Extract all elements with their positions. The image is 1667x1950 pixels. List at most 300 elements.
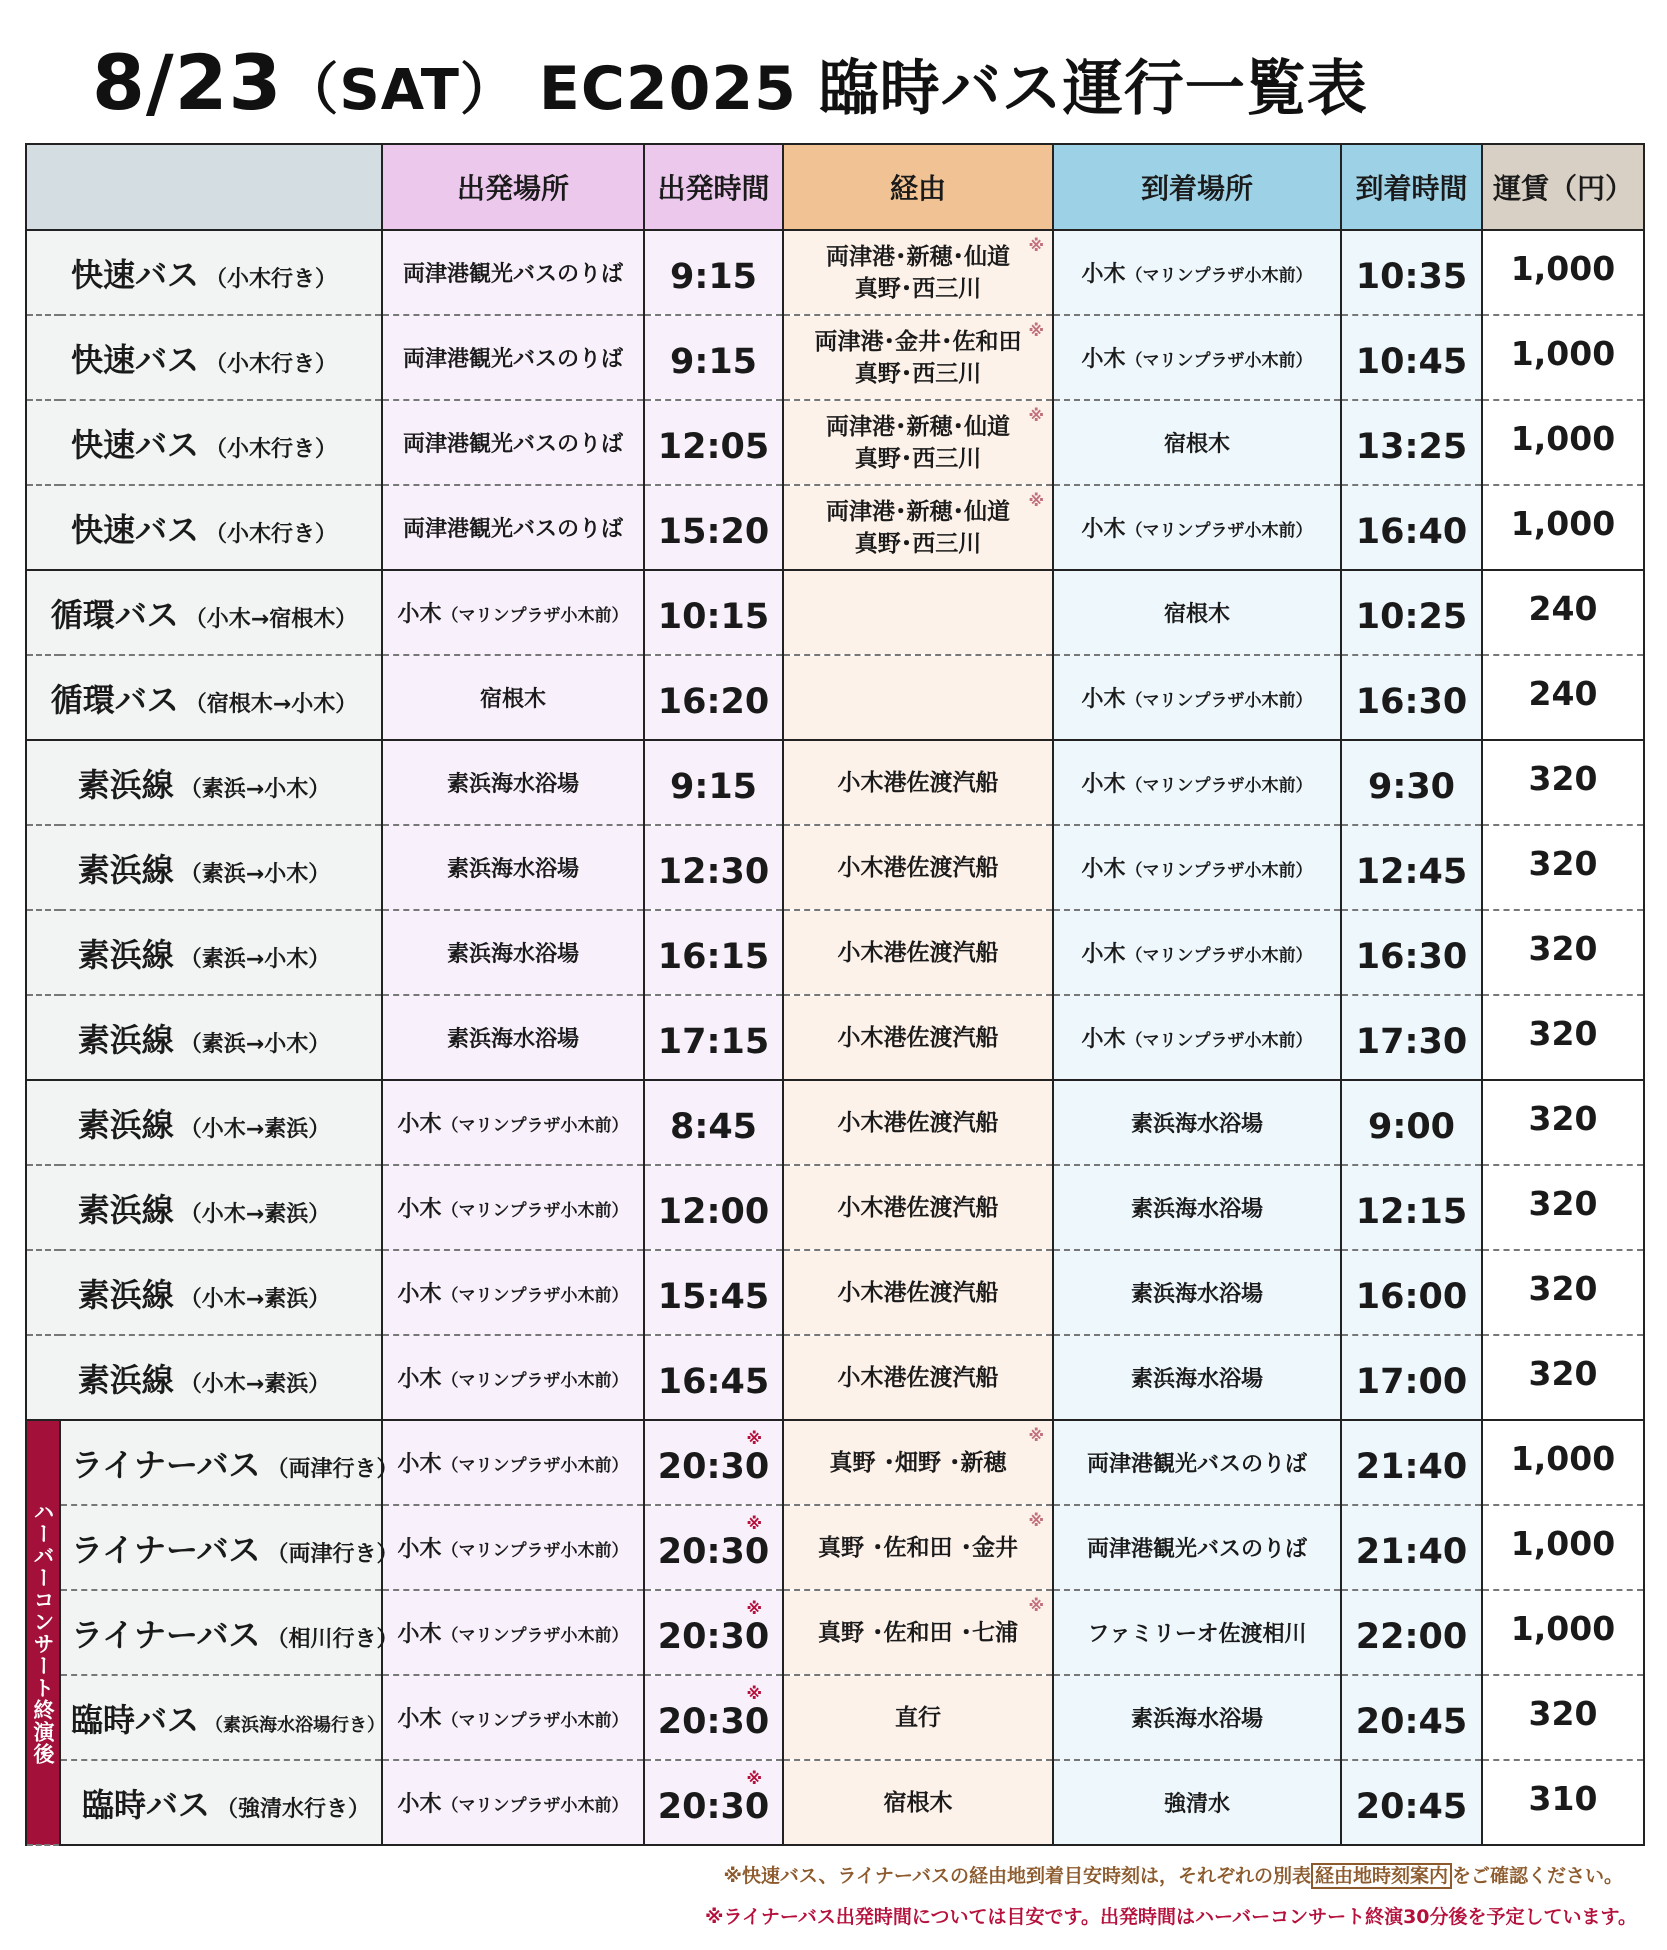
via-cell (783, 1420, 1053, 1505)
table-row (26, 570, 1644, 655)
via-cell (783, 1165, 1053, 1250)
departure-time: 20:30 (657, 1701, 770, 1742)
fare-cell (1482, 1675, 1644, 1760)
place-name: 強清水 (1163, 1792, 1230, 1817)
via-text (784, 411, 1052, 475)
table-row (26, 1590, 1644, 1675)
place-text (1131, 1112, 1263, 1137)
departure-place-cell (382, 995, 644, 1080)
arrival-time-cell (1341, 485, 1482, 570)
arrival-time-cell (1341, 400, 1482, 485)
table-row (26, 1420, 1644, 1505)
route-direction: （小木行き） (205, 436, 338, 462)
place-name: 素浜海水浴場 (446, 857, 579, 882)
place-text (447, 772, 579, 797)
route-direction: （小木→素浜） (179, 1371, 331, 1397)
fare-value: 1,000 (1510, 249, 1616, 288)
place-name: 小木 (1081, 347, 1126, 372)
place-detail: （マリンプラザ小木前） (441, 1371, 629, 1391)
route-name-cell (26, 570, 382, 655)
route-name: 快速バス (70, 255, 199, 294)
arrival-time-cell (1341, 655, 1482, 740)
place-detail: （マリンプラザ小木前） (1125, 691, 1313, 711)
route-name-cell (60, 1420, 399, 1505)
place-text (447, 857, 579, 882)
place-name: 両津港観光バスのりば (402, 517, 623, 542)
via-line: 真野･西三川 (854, 530, 982, 557)
place-text (403, 347, 623, 372)
route-name-cell (26, 1250, 382, 1335)
bus-schedule-table (25, 143, 1645, 1846)
departure-time-cell (644, 740, 783, 825)
fare-value: 320 (1528, 929, 1598, 968)
via-cell (783, 1080, 1053, 1165)
departure-time-cell (644, 995, 783, 1080)
departure-time: 12:00 (657, 1191, 770, 1232)
place-name: 小木 (397, 1537, 442, 1562)
place-detail: （マリンプラザ小木前） (441, 1626, 629, 1646)
fare-value: 320 (1528, 1694, 1598, 1733)
via-text (784, 1277, 1052, 1309)
place-text (397, 1622, 628, 1647)
via-text (784, 852, 1052, 884)
place-text (1131, 1282, 1263, 1307)
header-departure-time: 出発時間 (644, 144, 783, 230)
fare-cell (1482, 400, 1644, 485)
arrival-time-cell (1341, 1165, 1482, 1250)
route-direction: （素浜→小木） (179, 861, 331, 887)
asterisk-mark: ※ (1028, 491, 1044, 510)
asterisk-mark: ※ (1028, 321, 1044, 340)
fare-value: 320 (1528, 1269, 1598, 1308)
arrival-time-cell (1341, 1335, 1482, 1420)
via-line: 小木港佐渡汽船 (837, 939, 999, 966)
arrival-time-cell (1341, 570, 1482, 655)
place-text (397, 1452, 628, 1477)
departure-place-cell (382, 1250, 644, 1335)
via-line: 直行 (895, 1704, 941, 1731)
fare-cell (1482, 1080, 1644, 1165)
departure-time: 16:15 (657, 936, 770, 977)
header-via: 経由 (783, 144, 1053, 230)
via-text (784, 326, 1052, 390)
fare-cell (1482, 1420, 1644, 1505)
departure-time: 12:30 (657, 851, 770, 892)
arrival-place-cell (1053, 485, 1341, 570)
place-text (1081, 687, 1312, 712)
asterisk-mark: ※ (1028, 1426, 1044, 1445)
via-text (784, 1362, 1052, 1394)
place-name: 小木 (1081, 1027, 1126, 1052)
route-name-cell (26, 825, 382, 910)
table-row (26, 1760, 1644, 1845)
place-name: 小木 (1081, 942, 1126, 967)
footnote-boxed-label: 経由地時刻案内 (1311, 1863, 1452, 1889)
departure-time-cell (644, 230, 783, 315)
departure-time: 16:20 (657, 681, 770, 722)
route-name: 臨時バス (81, 1785, 210, 1824)
departure-time: 20:30 (657, 1616, 770, 1657)
via-text (784, 1617, 1052, 1649)
arrival-place-cell (1053, 1165, 1341, 1250)
table-row (26, 1080, 1644, 1165)
title-event: EC2025 (538, 54, 797, 124)
place-detail: （マリンプラザ小木前） (1125, 861, 1313, 881)
departure-time: 9:15 (669, 341, 758, 382)
place-name: 小木 (397, 1112, 442, 1137)
fare-value: 1,000 (1510, 1439, 1616, 1478)
place-name: 素浜海水浴場 (446, 1027, 579, 1052)
place-text (447, 942, 579, 967)
arrival-place-cell (1053, 1335, 1341, 1420)
arrival-time: 9:00 (1367, 1106, 1456, 1147)
route-name: 素浜線 (77, 850, 174, 889)
via-cell (783, 570, 1053, 655)
via-cell (783, 1335, 1053, 1420)
title-heading: 臨時バス運行一覧表 (818, 54, 1368, 124)
via-cell (783, 995, 1053, 1080)
route-name: 素浜線 (77, 765, 174, 804)
place-detail: （マリンプラザ小木前） (441, 1201, 629, 1221)
title-date: 8/23 (92, 38, 283, 127)
fare-value: 1,000 (1510, 419, 1616, 458)
route-direction: （素浜→小木） (179, 776, 331, 802)
departure-place-cell (382, 655, 644, 740)
route-direction: （小木→素浜） (179, 1201, 331, 1227)
departure-time-cell (644, 570, 783, 655)
place-text (397, 1367, 628, 1392)
via-line: 小木港佐渡汽船 (837, 854, 999, 881)
asterisk-mark: ※ (746, 1429, 762, 1448)
arrival-place-cell (1053, 570, 1341, 655)
table-row (26, 230, 1644, 315)
arrival-time: 10:35 (1355, 256, 1468, 297)
place-text (1164, 1792, 1230, 1817)
departure-time-cell (644, 1335, 783, 1420)
place-detail: （マリンプラザ小木前） (441, 1541, 629, 1561)
departure-time: 20:30 (657, 1786, 770, 1827)
fare-value: 1,000 (1510, 1609, 1616, 1648)
arrival-place-cell (1053, 1420, 1341, 1505)
place-name: 素浜海水浴場 (1130, 1197, 1263, 1222)
place-text (397, 602, 628, 627)
asterisk-mark: ※ (1028, 236, 1044, 255)
place-text (1131, 1707, 1263, 1732)
arrival-time: 21:40 (1355, 1531, 1468, 1572)
table-row (26, 655, 1644, 740)
departure-place-cell (382, 1505, 644, 1590)
place-name: 小木 (397, 1707, 442, 1732)
departure-place-cell (382, 1760, 644, 1845)
route-direction: （小木行き） (205, 351, 338, 377)
arrival-place-cell (1053, 995, 1341, 1080)
via-cell (783, 1590, 1053, 1675)
departure-time: 8:45 (669, 1106, 758, 1147)
route-name: 快速バス (70, 340, 199, 379)
asterisk-mark: ※ (1028, 1511, 1044, 1530)
place-detail: （マリンプラザ小木前） (441, 1286, 629, 1306)
fare-cell (1482, 230, 1644, 315)
place-detail: （マリンプラザ小木前） (1125, 351, 1313, 371)
footnote-departure-estimate: ※ライナーバス出発時間については目安です。出発時間はハーバーコンサート終演30分後を予定しています。 (704, 1906, 1637, 1928)
route-name: 素浜線 (77, 1105, 174, 1144)
departure-time-cell (644, 1165, 783, 1250)
fare-cell (1482, 910, 1644, 995)
route-name-cell (26, 485, 382, 570)
departure-time: 9:15 (669, 256, 758, 297)
departure-time-cell (644, 1760, 783, 1845)
departure-time: 9:15 (669, 766, 758, 807)
arrival-time: 12:15 (1355, 1191, 1468, 1232)
fare-value: 240 (1528, 589, 1598, 628)
footnote-text: ※快速バス、ライナーバスの経由地到着目安時刻は，それぞれの別表 (723, 1865, 1311, 1887)
departure-time-cell (644, 1675, 783, 1760)
departure-place-cell (382, 1080, 644, 1165)
arrival-time-cell (1341, 825, 1482, 910)
place-name: 小木 (397, 602, 442, 627)
header-arrival-time: 到着時間 (1341, 144, 1482, 230)
place-text (1164, 432, 1230, 457)
departure-time: 15:45 (657, 1276, 770, 1317)
title-weekday: （SAT） (282, 58, 517, 123)
via-line: 小木港佐渡汽船 (837, 1024, 999, 1051)
via-line: 両津港･金井･佐和田 (814, 328, 1022, 355)
place-text (480, 687, 546, 712)
departure-place-cell (382, 315, 644, 400)
route-name-cell (60, 1760, 382, 1845)
route-name: ライナーバス (71, 1615, 261, 1654)
route-name: 快速バス (70, 425, 199, 464)
place-name: 宿根木 (1163, 432, 1230, 457)
arrival-time: 22:00 (1355, 1616, 1468, 1657)
arrival-time: 13:25 (1355, 426, 1468, 467)
arrival-place-cell (1053, 910, 1341, 995)
place-text (397, 1707, 628, 1732)
place-name: 小木 (397, 1452, 442, 1477)
route-name: 快速バス (70, 510, 199, 549)
place-detail: （マリンプラザ小木前） (441, 1796, 629, 1816)
route-name: 素浜線 (77, 1360, 174, 1399)
place-text (1131, 1197, 1263, 1222)
place-text (1081, 772, 1312, 797)
fare-cell (1482, 1165, 1644, 1250)
arrival-time-cell (1341, 315, 1482, 400)
via-cell (783, 315, 1053, 400)
arrival-time: 10:25 (1355, 596, 1468, 637)
fare-value: 1,000 (1510, 334, 1616, 373)
route-name-cell (60, 1590, 399, 1675)
route-direction: （小木行き） (205, 521, 338, 547)
departure-time: 17:15 (657, 1021, 770, 1062)
place-text (1081, 517, 1312, 542)
arrival-place-cell (1053, 400, 1341, 485)
fare-value: 320 (1528, 1354, 1598, 1393)
departure-time-cell (644, 1080, 783, 1165)
place-name: ファミリーオ佐渡相川 (1087, 1622, 1307, 1647)
place-name: 両津港観光バスのりば (1086, 1537, 1307, 1562)
via-cell (783, 230, 1053, 315)
route-direction: （両津行き） (266, 1456, 399, 1482)
via-line: 真野 ･佐和田 ･七浦 (817, 1619, 1018, 1646)
table-row (26, 825, 1644, 910)
place-text (1081, 857, 1312, 882)
via-line: 小木港佐渡汽船 (837, 1279, 999, 1306)
place-name: 小木 (397, 1367, 442, 1392)
via-line: 真野･西三川 (854, 275, 982, 302)
place-detail: （マリンプラザ小木前） (441, 606, 629, 626)
place-name: 両津港観光バスのりば (402, 347, 623, 372)
route-name-cell (26, 400, 382, 485)
via-cell (783, 485, 1053, 570)
table-row (26, 995, 1644, 1080)
arrival-time: 16:40 (1355, 511, 1468, 552)
via-line: 小木港佐渡汽船 (837, 1364, 999, 1391)
place-detail: （マリンプラザ小木前） (1125, 776, 1313, 796)
arrival-place-cell (1053, 1505, 1341, 1590)
table-row (26, 740, 1644, 825)
departure-time-cell (644, 1250, 783, 1335)
route-name-cell (60, 1505, 399, 1590)
fare-cell (1482, 740, 1644, 825)
via-text (784, 1192, 1052, 1224)
departure-time-cell (644, 315, 783, 400)
fare-value: 1,000 (1510, 1524, 1616, 1563)
departure-place-cell (382, 825, 644, 910)
header-arrival-place: 到着場所 (1053, 144, 1341, 230)
place-text (397, 1282, 628, 1307)
via-line: 両津港･新穂･仙道 (826, 243, 1010, 270)
route-direction: （両津行き） (266, 1541, 399, 1567)
place-name: 小木 (1081, 262, 1126, 287)
route-name-cell (26, 740, 382, 825)
route-name-cell (26, 655, 382, 740)
departure-time-cell (644, 910, 783, 995)
asterisk-mark: ※ (746, 1769, 762, 1788)
route-name: 循環バス (50, 595, 179, 634)
departure-place-cell (382, 1335, 644, 1420)
place-name: 素浜海水浴場 (446, 942, 579, 967)
via-line: 両津港･新穂･仙道 (826, 498, 1010, 525)
place-text (397, 1537, 628, 1562)
via-line: 小木港佐渡汽船 (837, 1194, 999, 1221)
arrival-time-cell (1341, 1760, 1482, 1845)
header-departure-place: 出発場所 (382, 144, 644, 230)
via-text (784, 496, 1052, 560)
fare-value: 310 (1528, 1779, 1598, 1818)
departure-place-cell (382, 485, 644, 570)
place-text (1164, 602, 1230, 627)
arrival-time-cell (1341, 995, 1482, 1080)
departure-time: 10:15 (657, 596, 770, 637)
arrival-time: 12:45 (1355, 851, 1468, 892)
departure-place-cell (382, 740, 644, 825)
departure-place-cell (382, 230, 644, 315)
via-line: 小木港佐渡汽船 (837, 1109, 999, 1136)
arrival-time: 20:45 (1355, 1786, 1468, 1827)
departure-time-cell (644, 485, 783, 570)
place-name: 素浜海水浴場 (1130, 1707, 1263, 1732)
header-blank (26, 144, 382, 230)
arrival-time-cell (1341, 1590, 1482, 1675)
place-detail: （マリンプラザ小木前） (1125, 946, 1313, 966)
table-row (26, 315, 1644, 400)
arrival-time: 16:00 (1355, 1276, 1468, 1317)
via-cell (783, 1675, 1053, 1760)
asterisk-mark: ※ (746, 1684, 762, 1703)
route-direction: （小木→素浜） (179, 1116, 331, 1142)
page-title (92, 38, 1368, 127)
place-text (1087, 1622, 1306, 1647)
via-line: 真野 ･佐和田 ･金井 (817, 1534, 1018, 1561)
via-line: 宿根木 (883, 1789, 953, 1816)
via-text (784, 1532, 1052, 1564)
departure-place-cell (382, 1165, 644, 1250)
route-name: 素浜線 (77, 1190, 174, 1229)
place-name: 小木 (397, 1197, 442, 1222)
fare-cell (1482, 1590, 1644, 1675)
route-name-cell (60, 1675, 386, 1760)
place-name: 両津港観光バスのりば (402, 432, 623, 457)
place-text (397, 1792, 628, 1817)
via-text (784, 1702, 1052, 1734)
schedule-body (26, 230, 1644, 1845)
table-row (26, 485, 1644, 570)
route-direction: （素浜→小木） (179, 946, 331, 972)
arrival-time-cell (1341, 1505, 1482, 1590)
table-row (26, 1675, 1644, 1760)
arrival-time-cell (1341, 1250, 1482, 1335)
departure-time: 16:45 (657, 1361, 770, 1402)
place-name: 両津港観光バスのりば (402, 262, 623, 287)
route-direction: （小木→宿根木） (184, 606, 358, 632)
table-row (26, 400, 1644, 485)
via-text (784, 1107, 1052, 1139)
via-text (784, 241, 1052, 305)
route-name-cell (26, 1165, 382, 1250)
departure-time: 12:05 (657, 426, 770, 467)
arrival-time-cell (1341, 740, 1482, 825)
table-row (26, 1165, 1644, 1250)
route-name: 素浜線 (77, 1275, 174, 1314)
place-detail: （マリンプラザ小木前） (441, 1116, 629, 1136)
place-text (1081, 262, 1312, 287)
route-name: 臨時バス (71, 1700, 200, 1739)
route-direction: （小木行き） (205, 266, 338, 292)
fare-cell (1482, 1505, 1644, 1590)
arrival-place-cell (1053, 1250, 1341, 1335)
route-name: ライナーバス (71, 1445, 261, 1484)
via-text (784, 1022, 1052, 1054)
place-text (1087, 1452, 1307, 1477)
arrival-time: 17:00 (1355, 1361, 1468, 1402)
place-detail: （マリンプラザ小木前） (441, 1711, 629, 1731)
via-text (784, 937, 1052, 969)
route-name-cell (26, 995, 382, 1080)
table-row (26, 1505, 1644, 1590)
place-text (447, 1027, 579, 1052)
arrival-time-cell (1341, 1080, 1482, 1165)
arrival-time: 16:30 (1355, 936, 1468, 977)
place-name: 小木 (397, 1622, 442, 1647)
via-cell (783, 910, 1053, 995)
departure-time-cell (644, 1505, 783, 1590)
route-name-cell (26, 1335, 382, 1420)
route-name: 循環バス (50, 680, 179, 719)
table-row (26, 1335, 1644, 1420)
place-detail: （マリンプラザ小木前） (441, 1456, 629, 1476)
departure-place-cell (382, 570, 644, 655)
place-text (397, 1112, 628, 1137)
